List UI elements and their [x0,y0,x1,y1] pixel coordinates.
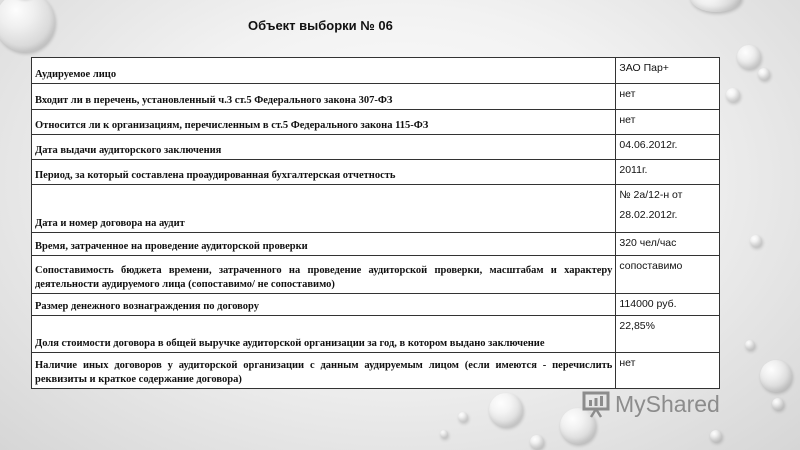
row-label: Дата выдачи аудиторского заключения [32,135,616,160]
table-row [32,233,720,256]
water-drop [458,412,468,422]
water-drop [760,360,792,392]
row-label: Период, за который составлена проаудированная бухгалтерская отчетность [32,160,616,185]
row-value: 114000 руб. [616,294,720,316]
row-value: нет [616,353,720,389]
row-label: Наличие иных договоров у аудиторской организации с данным аудируемым лицом (если имеются - перечислить реквизиты и краткое содержание договора) [32,353,616,389]
table-row [32,84,720,110]
watermark-logo [582,390,720,418]
row-value: 04.06.2012г. [616,135,720,160]
row-label: Размер денежного вознаграждения по договору [32,294,616,316]
row-label: Дата и номер договора на аудит [32,185,616,233]
row-label: Доля стоимости договора в общей выручке аудиторской организации за год, в котором выдано заключение [32,316,616,353]
table-row [32,135,720,160]
table-row [32,110,720,135]
row-value: 320 чел/час [616,233,720,256]
table-row [32,353,720,389]
water-drop [758,68,770,80]
row-value: нет [616,110,720,135]
water-drop [737,45,761,69]
table-row [32,58,720,84]
water-drop [750,235,762,247]
contract-date: 28.02.2012г. [619,208,678,221]
row-label: Аудируемое лицо [32,58,616,84]
row-value: 2011г. [616,160,720,185]
sample-object-table [31,57,720,389]
row-label: Сопоставимость бюджета времени, затраченного на проведение аудиторской проверки, масштабам и характеру деятельности аудируемого лица (сопоставимо/ не сопоставимо) [32,256,616,294]
row-value [616,185,720,233]
water-drop [772,398,784,410]
water-drop [745,340,755,350]
row-label: Входит ли в перечень, установленный ч.3 ст.5 Федерального закона 307-ФЗ [32,84,616,110]
water-drop [0,0,55,52]
table-row [32,294,720,316]
table-row [32,160,720,185]
row-value: сопоставимо [616,256,720,294]
water-drop [530,435,544,449]
water-drop [690,0,742,12]
water-drop [440,430,448,438]
table-row [32,316,720,353]
water-drop [710,430,722,442]
water-drop [489,393,523,427]
water-drop [726,88,740,102]
table-row [32,256,720,294]
watermark-text: MyShared [615,390,720,417]
presentation-board-icon [582,390,610,418]
row-label: Время, затраченное на проведение аудиторской проверки [32,233,616,256]
slide-title: Объект выборки № 06 [248,18,393,33]
table-row [32,185,720,233]
contract-number: № 2а/12-н от [619,189,683,201]
row-label: Относится ли к организациям, перечисленным в ст.5 Федерального закона 115-ФЗ [32,110,616,135]
row-value: нет [616,84,720,110]
row-value: ЗАО Пар+ [616,58,720,84]
row-value: 22,85% [616,316,720,353]
